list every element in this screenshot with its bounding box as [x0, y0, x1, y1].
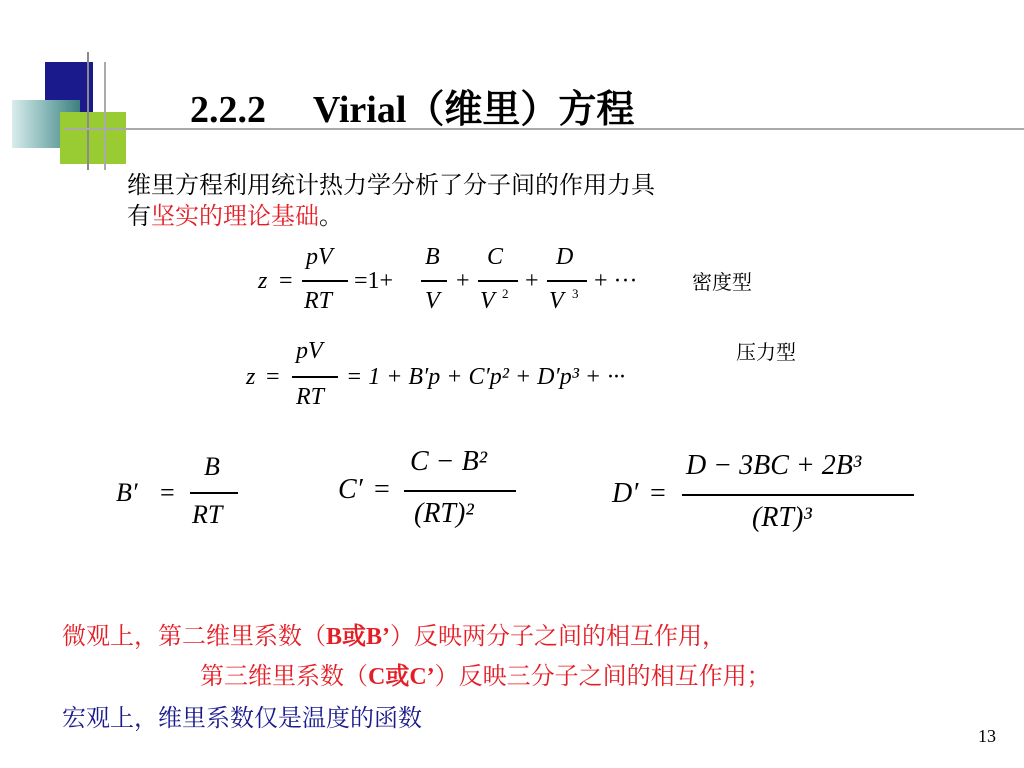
micro-prefix: 第三维里系数（ [200, 662, 368, 690]
micro-line-2 [200, 656, 771, 691]
eq-lhs: B′ [116, 478, 138, 507]
micro-suffix: ）反映两分子之间的相互作用， [390, 622, 727, 650]
eq-D: D [556, 244, 574, 270]
eq-denominator: (RT)² [414, 498, 474, 529]
eq-equals: = [374, 474, 390, 505]
title-text: Virial（维里）方程 [312, 89, 635, 131]
eq-B: B [425, 244, 440, 270]
page-number: 13 [978, 726, 996, 746]
eq-cube: 3 [572, 286, 579, 301]
micro-suffix: ）反映三分子之间的相互作用； [434, 662, 771, 690]
intro-emphasis: 坚实的理论基础 [151, 202, 319, 230]
density-type-label: 密度型 [692, 270, 752, 294]
macro-line: 宏观上，维里系数仅是温度的函数 [62, 704, 422, 732]
title-number: 2.2.2 [190, 89, 266, 131]
eq-tail: + ··· [594, 268, 638, 294]
eq-z: z [258, 268, 268, 294]
eq-equals: = [160, 478, 175, 507]
micro-line-1 [62, 616, 726, 651]
eq-sq: 2 [502, 286, 509, 301]
eq-series: = 1 + B′p + C′p² + D′p³ + ··· [346, 364, 626, 390]
eq-plus: + [525, 268, 539, 294]
eq-V2: V [480, 288, 495, 314]
eq-denominator: RT [192, 500, 223, 529]
eq-C: C [487, 244, 504, 270]
eq-z: z [246, 364, 256, 390]
eq-equals: = [279, 268, 293, 294]
fraction-bar [682, 494, 914, 496]
eq-one: =1+ [354, 268, 394, 294]
eq-V3: V [549, 288, 564, 314]
eq-denominator: RT [304, 288, 333, 314]
eq-numerator: D − 3BC + 2B³ [686, 450, 862, 481]
eq-denominator: (RT)³ [752, 502, 812, 533]
micro-bold: B或B’ [326, 624, 391, 650]
eq-numerator: pV [296, 338, 323, 364]
eq-lhs: C′ [338, 474, 363, 505]
eq-numerator: C − B² [410, 446, 488, 477]
micro-prefix: 微观上，第二维里系数（ [62, 622, 326, 650]
intro-line-1: 维里方程利用统计热力学分析了分子间的作用力具 [127, 171, 655, 199]
eq-equals: = [650, 478, 666, 509]
eq-numerator: B [204, 452, 220, 481]
pressure-type-label: 压力型 [736, 340, 796, 364]
eq-denominator: RT [296, 384, 325, 410]
intro-suffix: 。 [319, 202, 343, 230]
eq-lhs: D′ [612, 478, 639, 509]
intro-prefix: 有 [127, 202, 151, 230]
eq-V: V [425, 288, 440, 314]
eq-equals: = [266, 364, 280, 390]
micro-bold: C或C’ [368, 664, 435, 690]
eq-plus: + [456, 268, 470, 294]
eq-numerator: pV [306, 244, 333, 270]
